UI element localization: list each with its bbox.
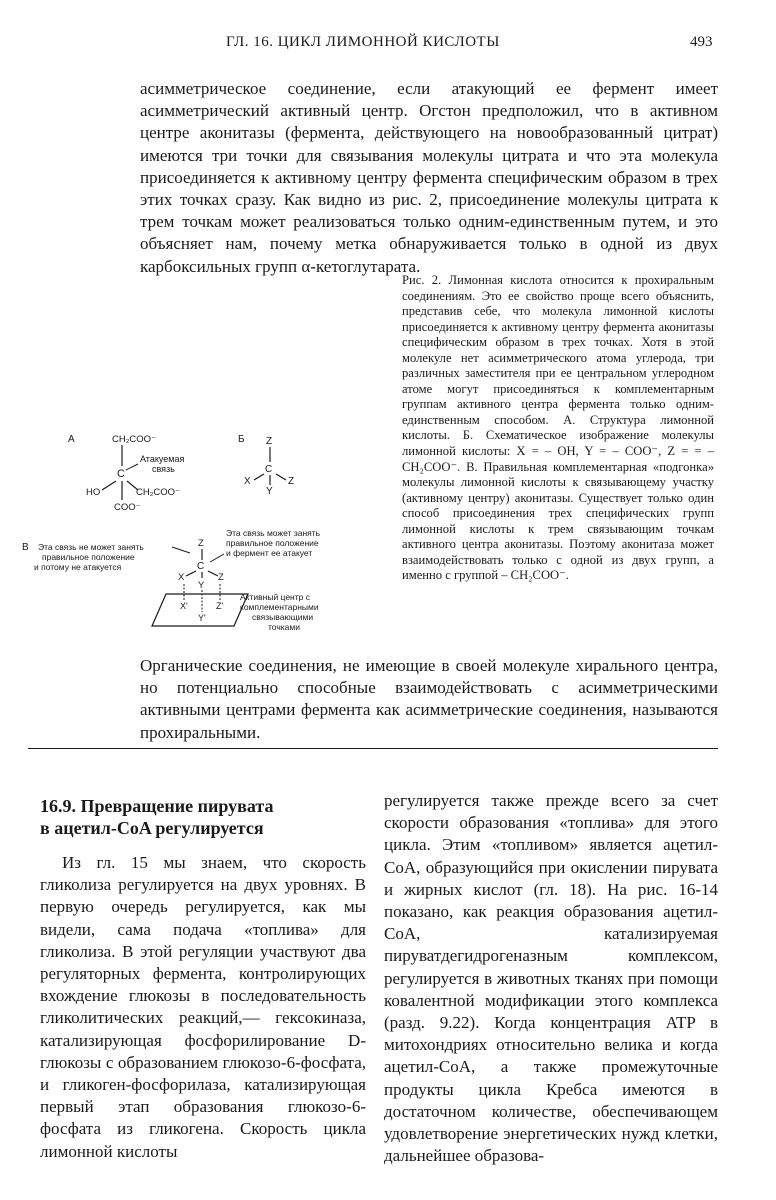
panel-c-left-note-3: и потому не атакуется <box>34 562 122 572</box>
panel-c-z-top: Z <box>198 538 204 549</box>
panel-b-center: C <box>265 464 273 475</box>
section-heading <box>40 795 370 839</box>
figure-caption: Рис. 2. Лимонная кислота относится к прохиральным соединениям. Это ее свойство проще всего объяснить, представив себе, что молекула лимонной кислоты присоединяется к активному центру фермента аконитазы специфическим образом в трех точках. Хотя в этой молекуле нет асимметрического атома углерода, три различных заместителя при ее центральном углеродном атоме могут присоединяться к комплементарным группам активного центра фермента только одним-единственным способом. А. Структура лимонной кислоты. Б. Схематическое изображение молекулы лимонной кислоты: X = – OH, Y = – COO⁻, Z = = – CH₂COO⁻. В. Правильная комплементарная «подгонка» молекулы лимонной кислоты к связывающему участку (активному центру) аконитазы. Существует только один способ присоединения трех специфических групп лимонной кислоты к трем связывающим точкам активного центра аконитазы. Поэтому аконитаза может взаимодействовать только с одной из двух групп, а именно с группой – CH₂COO⁻. <box>402 273 714 583</box>
panel-c-bond-right <box>208 571 218 576</box>
panel-c-z: Z <box>218 572 224 583</box>
panel-c-left-note-2: правильное положение <box>42 552 135 562</box>
panel-c-site-note-1: Активный центр с <box>240 592 310 602</box>
panel-c-y: Y <box>198 580 205 591</box>
panel-a-bottom-group: COO⁻ <box>114 502 141 513</box>
page-header <box>0 34 776 56</box>
panel-a-annotation-1: Атакуемая <box>140 454 185 464</box>
panel-c-right-note-1: Эта связь может занять <box>226 528 321 538</box>
running-head: ГЛ. 16. ЦИКЛ ЛИМОННОЙ КИСЛОТЫ <box>226 34 500 50</box>
panel-b-bond-left <box>254 474 264 480</box>
panel-b-z-top: Z <box>266 436 273 447</box>
panel-c-site-note-4: точками <box>268 622 300 632</box>
panel-c-site-z: Z' <box>216 601 224 611</box>
panel-b-schematic <box>238 434 294 497</box>
section-heading-line-1: 16.9. Превращение пирувата <box>40 796 274 816</box>
panel-c-left-note-1: Эта связь не может занять <box>38 542 144 552</box>
panel-c-right-note-2: правильное положение <box>226 538 319 548</box>
definition-paragraph: Органические соединения, не имеющие в своей молекуле хирального центра, но потенциально способные взаимодействовать с асимметрическими активными центрами фермента как асимметрические соединения, называются прохиральными. <box>140 656 718 742</box>
panel-a-right-group: CH₂COO⁻ <box>136 487 181 498</box>
panel-c-site-note-2: комплементарными <box>240 602 319 612</box>
section-heading-line-2: в ацетил-CoA регулируется <box>40 818 264 838</box>
panel-a-label: А <box>68 434 75 445</box>
panel-c-left-arrow <box>172 547 190 553</box>
panel-c-site-y: Y' <box>198 613 206 623</box>
panel-a-arrow <box>126 464 138 470</box>
left-column-text: Из гл. 15 мы знаем, что скорость гликолиза регулируется на двух уровнях. В первую очередь регулируется, как мы видели, сама подача «топлива» для гликолиза. В этой регуляции участвуют два регуляторных фермента, контролирующих вхождение глюкозы в последовательность гликолитических реакций,— гексокиназа, катализирующая фосфорилирование D-глюкозы с образованием глюкозо-6-фосфата, и гликоген-фосфорилаза, катализирующая первый этап образования глюкозо-6-фосфата из гликогена. Скорость цикла лимонной кислоты <box>40 853 366 1161</box>
panel-a-top-group: CH₂COO⁻ <box>112 434 157 445</box>
panel-c-bond-left <box>186 571 196 576</box>
panel-c-x: X <box>178 572 185 583</box>
intro-paragraph: асимметрическое соединение, если атакующий ее фермент имеет асимметрический активный центр. Огстон предположил, что в активном центре аконитазы (фермента, действующего на новообразованный цитрат) имеются три точки для связывания молекулы цитрата и что эта молекула присоединяется к активному центру фермента специфическим образом в трех этих точках сразу. Как видно из рис. 2, присоединение молекулы цитрата к трем точкам может реализоваться только одним-единственным путем, и это объясняет нам, почему метка обнаруживается только в одной из двух карбоксильных групп α-кетоглутарата. <box>140 79 718 276</box>
panel-a-structure <box>68 434 184 513</box>
right-column-text: регулируется также прежде всего за счет скорости образования «топлива» для этого цикла. Этим «топливом» является ацетил-CoA, образующийся при окислении пирувата и жирных кислот (гл. 18). На рис. 16-14 показано, как реакция образования ацетил-CoA, катализируемая пируватдегидрогеназным комплексом, регулируется в животных тканях при помощи ковалентной модификации этого комплекса (разд. 9.22). Когда концентрация ATP в митохондриях относительно велика и когда ацетил-CoA, а также промежуточные продукты цикла Кребса имеются в достаточном количестве, обеспечивающем удовлетворение энергетических нужд клетки, дальнейшее образова- <box>384 791 718 1166</box>
panel-c-site-x: X' <box>180 601 188 611</box>
panel-a-bond-left <box>102 481 116 490</box>
figure-citric-acid <box>20 428 390 638</box>
panel-c-center: C <box>197 561 205 572</box>
panel-c-right-arrow <box>210 554 224 562</box>
panel-b-bond-right <box>276 474 286 480</box>
panel-c-right-note-3: и фермент ее атакует <box>226 548 313 558</box>
panel-b-z: Z <box>288 476 295 487</box>
panel-a-left-group: HO <box>86 487 101 498</box>
panel-c-site-note-3: связывающими <box>252 612 314 622</box>
panel-b-label: Б <box>238 434 245 445</box>
page-number: 493 <box>690 34 713 50</box>
figure-diagram <box>20 428 390 638</box>
panel-b-y: Y <box>266 486 273 497</box>
panel-c-binding <box>22 528 321 632</box>
panel-a-center: C <box>117 468 125 480</box>
panel-b-x: X <box>244 476 251 487</box>
section-divider <box>28 748 718 749</box>
panel-c-label: В <box>22 542 29 553</box>
panel-a-annotation-2: связь <box>152 464 175 474</box>
